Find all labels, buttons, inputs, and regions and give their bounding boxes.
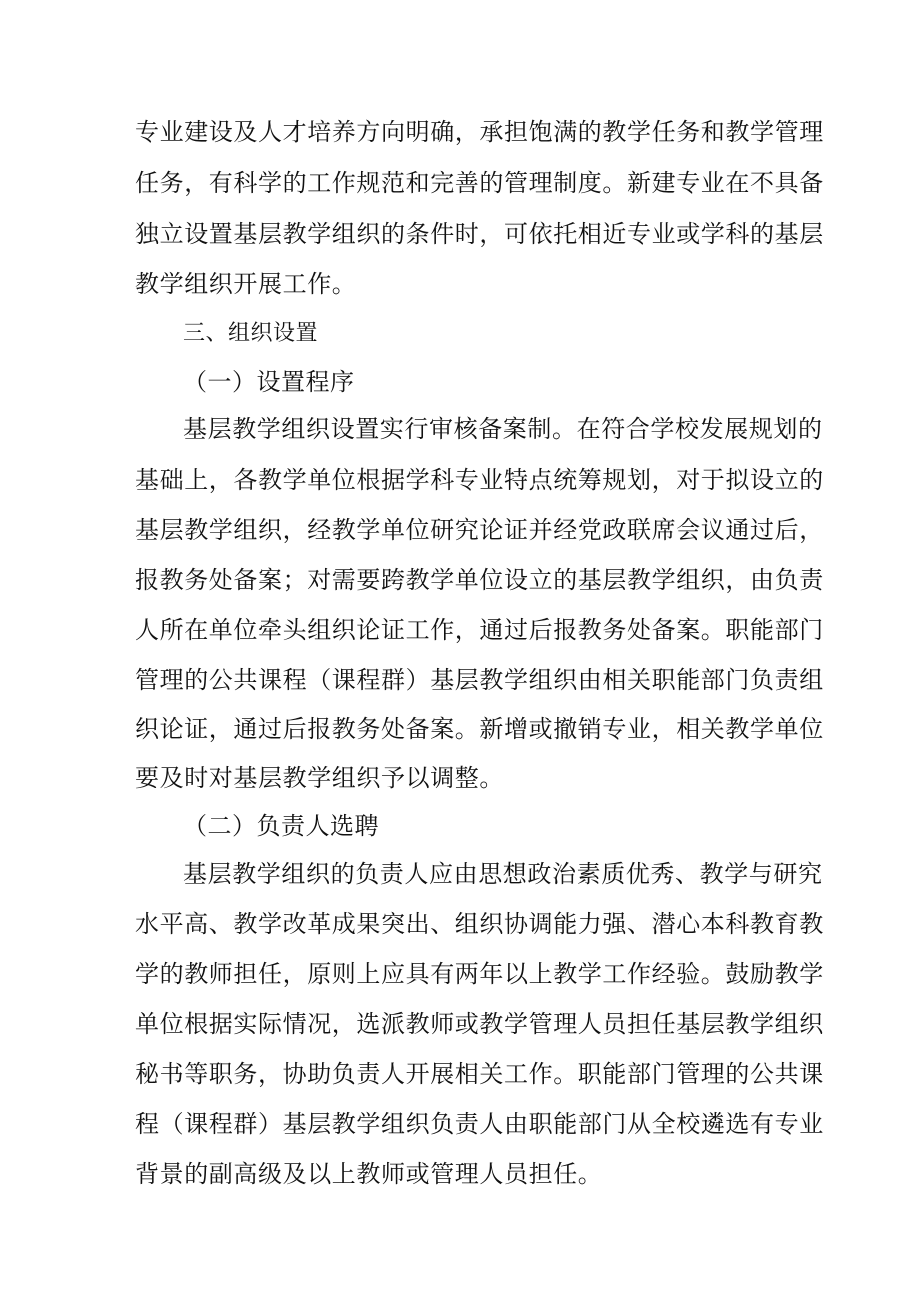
paragraph-selection-line: 基层教学组织的负责人应由思想政治素质优秀、教学与研究: [183, 860, 823, 888]
paragraph-intro-line: 任务，有科学的工作规范和完善的管理制度。新建专业在不具备: [135, 169, 824, 197]
paragraph-intro-line: 专业建设及人才培养方向明确，承担饱满的教学任务和教学管理: [135, 118, 824, 146]
paragraph-procedure-line: 基层教学组织设置实行审核备案制。在符合学校发展规划的: [183, 415, 823, 443]
paragraph-procedure-line: 基层教学组织，经教学单位研究论证并经党政联席会议通过后，: [135, 516, 824, 544]
paragraph-procedure-line: 织论证，通过后报教务处备案。新增或撤销专业，相关教学单位: [135, 715, 824, 743]
paragraph-procedure-line: 基础上，各教学单位根据学科专业特点统筹规划，对于拟设立的: [135, 466, 824, 494]
paragraph-intro-line: 教学组织开展工作。: [135, 270, 357, 298]
paragraph-selection-line: 单位根据实际情况，选派教师或教学管理人员担任基层教学组织: [135, 1010, 824, 1038]
paragraph-intro-line: 独立设置基层教学组织的条件时，可依托相近专业或学科的基层: [135, 220, 824, 248]
paragraph-selection-line: 学的教师担任，原则上应具有两年以上教学工作经验。鼓励教学: [135, 960, 824, 988]
paragraph-selection-line: 秘书等职务，协助负责人开展相关工作。职能部门管理的公共课: [135, 1060, 824, 1088]
subsection-heading-selection: （二）负责人选聘: [183, 812, 379, 840]
paragraph-procedure-line: 人所在单位牵头组织论证工作，通过后报教务处备案。职能部门: [135, 616, 824, 644]
section-heading: 三、组织设置: [183, 321, 319, 346]
paragraph-procedure-line: 管理的公共课程（课程群）基层教学组织由相关职能部门负责组: [135, 666, 824, 694]
paragraph-selection-line: 水平高、教学改革成果突出、组织协调能力强、潜心本科教育教: [135, 910, 824, 938]
subsection-heading-procedure: （一）设置程序: [183, 368, 355, 396]
paragraph-selection-line: 背景的副高级及以上教师或管理人员担任。: [135, 1160, 603, 1188]
paragraph-selection-line: 程（课程群）基层教学组织负责人由职能部门从全校遴选有专业: [135, 1110, 824, 1138]
paragraph-procedure-line: 报教务处备案；对需要跨教学单位设立的基层教学组织，由负责: [135, 566, 824, 594]
paragraph-procedure-line: 要及时对基层教学组织予以调整。: [135, 764, 504, 792]
